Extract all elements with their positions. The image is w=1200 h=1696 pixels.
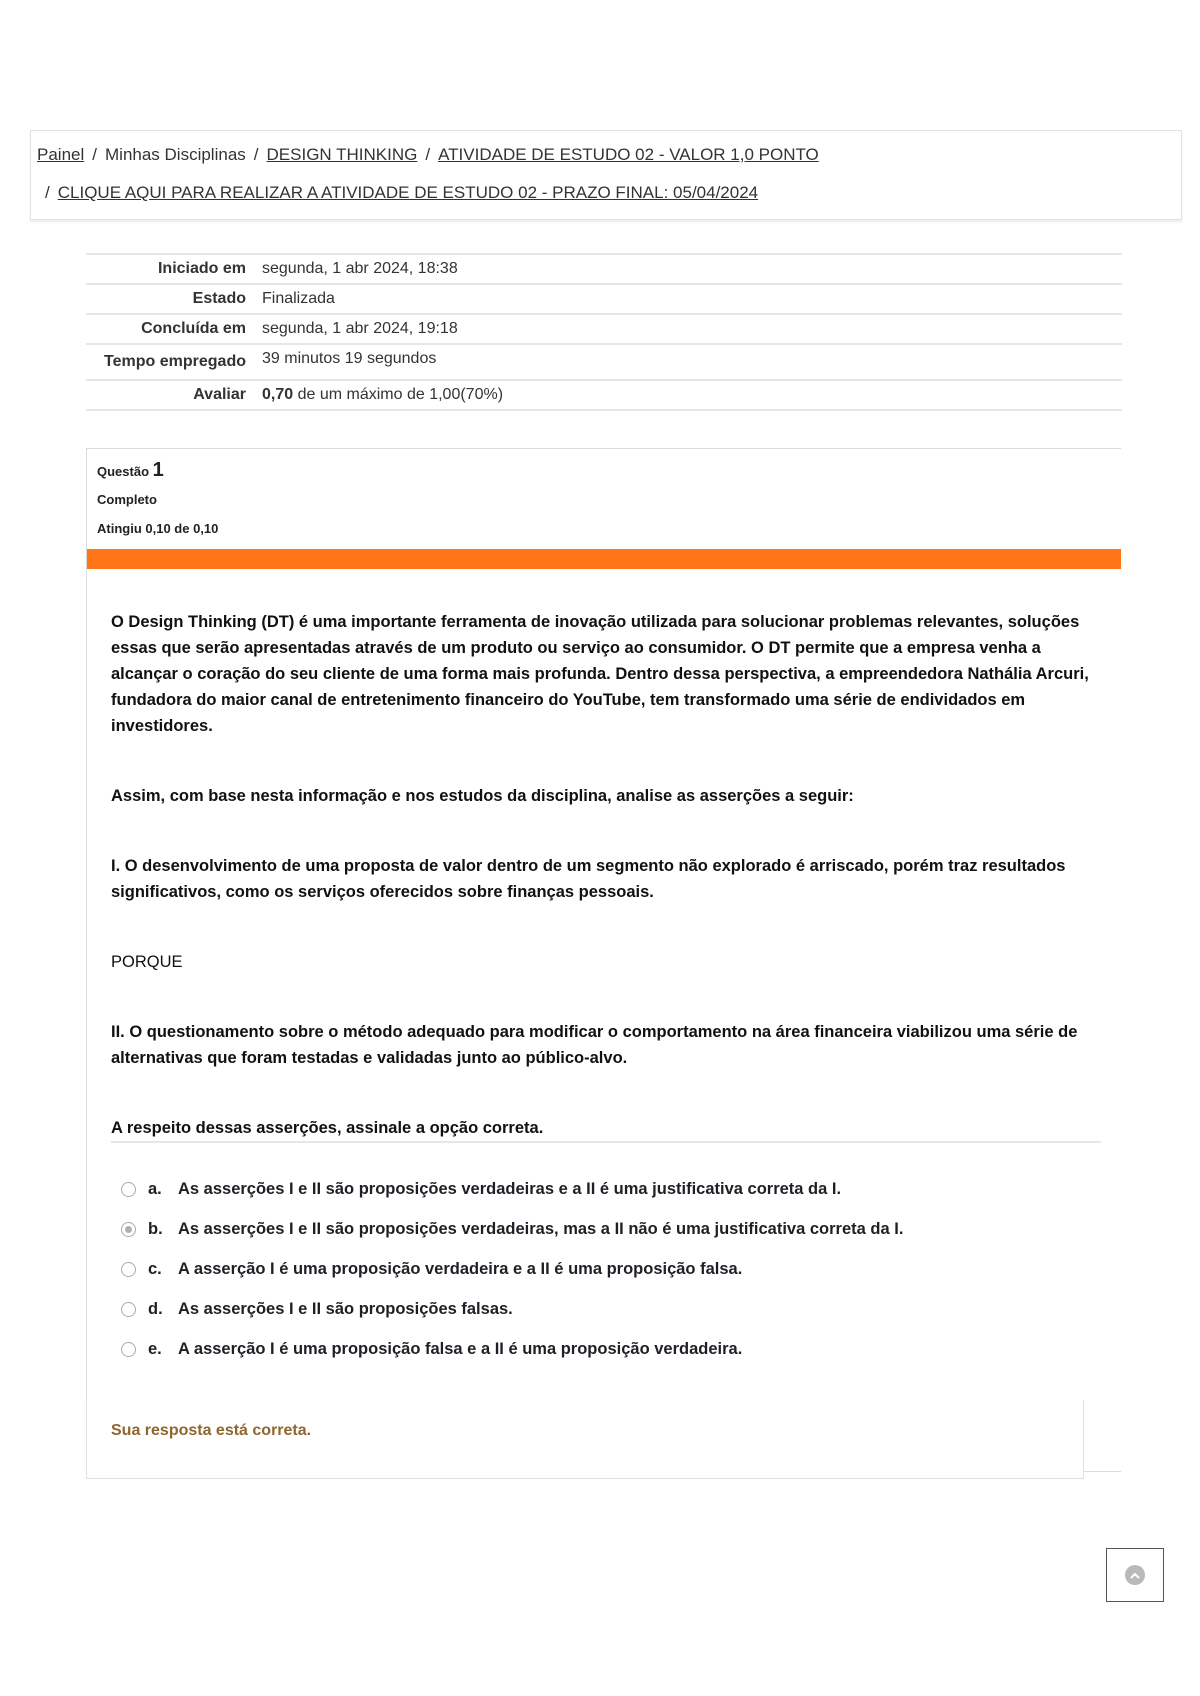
- answer-divider: [111, 1141, 1101, 1143]
- started-value: segunda, 1 abr 2024, 18:38: [262, 260, 458, 277]
- summary-row-state: [86, 284, 1122, 314]
- breadcrumb-course-link[interactable]: DESIGN THINKING: [266, 145, 418, 164]
- answer-option-c[interactable]: [121, 1249, 903, 1289]
- grade-value: [254, 380, 1122, 410]
- answer-list: [121, 1169, 903, 1369]
- answer-option-e[interactable]: [121, 1329, 903, 1369]
- answer-text: As asserções I e II são proposições falsas.: [178, 1299, 513, 1318]
- answer-letter: e.: [148, 1339, 162, 1358]
- answer-letter: a.: [148, 1179, 162, 1198]
- breadcrumb-painel-link[interactable]: Painel: [37, 145, 85, 164]
- answer-text: As asserções I e II são proposições verdadeiras e a II é uma justificativa correta da I.: [178, 1179, 842, 1198]
- time-label: Tempo empregado: [104, 353, 246, 370]
- grade-label: Avaliar: [193, 386, 246, 403]
- breadcrumb-separator: /: [425, 145, 431, 164]
- breadcrumb-minhas-disciplinas: Minhas Disciplinas: [105, 145, 246, 164]
- answer-option-a[interactable]: [121, 1169, 903, 1209]
- grade-score: 0,70: [262, 386, 294, 403]
- answer-letter: b.: [148, 1219, 163, 1238]
- breadcrumb-activity-link[interactable]: ATIVIDADE DE ESTUDO 02 - VALOR 1,0 PONTO: [438, 145, 819, 164]
- question-card: [86, 448, 1121, 1472]
- question-paragraph: I. O desenvolvimento de uma proposta de valor dentro de um segmento não explorado é arriscado, porém traz resultados significativos, como os serviços oferecidos sobre finanças pessoais.: [111, 857, 1066, 901]
- question-state: Completo: [97, 492, 157, 507]
- summary-row-completed: [86, 314, 1122, 344]
- question-info: [97, 459, 218, 536]
- feedback-box: [86, 1400, 1084, 1479]
- breadcrumb: [30, 130, 1182, 220]
- answer-letter: d.: [148, 1299, 163, 1318]
- time-value: 39 minutos 19 segundos: [262, 350, 437, 367]
- answer-text: As asserções I e II são proposições verdadeiras, mas a II não é uma justificativa correta da I.: [178, 1219, 904, 1238]
- answer-option-d[interactable]: [121, 1289, 903, 1329]
- breadcrumb-line-2: [45, 183, 758, 203]
- breadcrumb-separator: /: [45, 183, 50, 202]
- question-number-row: [97, 459, 218, 482]
- answer-letter: c.: [148, 1259, 162, 1278]
- breadcrumb-separator: /: [92, 145, 97, 164]
- summary-row-grade: [86, 380, 1122, 410]
- question-paragraph: O Design Thinking (DT) é uma importante ferramenta de inovação utilizada para solucionar problemas relevantes, soluções essas que serão apresentadas através de um produto ou serviço ao consumidor. O DT permite que a empresa venha a alcançar o coração do seu cliente de uma forma mais profunda. Dentro dessa perspectiva, a empreendedora Nathália Arcuri, fundadora do maior canal de entretenimento financeiro do YouTube, tem transformado uma série de endividados em investidores.: [111, 613, 1089, 735]
- completed-label: Concluída em: [141, 320, 246, 337]
- summary-row-started: [86, 254, 1122, 284]
- answer-text: A asserção I é uma proposição falsa e a II é uma proposição verdadeira.: [178, 1339, 743, 1358]
- question-paragraph: A respeito dessas asserções, assinale a opção correta.: [111, 1119, 544, 1137]
- question-text: [111, 609, 1101, 1185]
- summary-row-time: [86, 344, 1122, 380]
- feedback-text: Sua resposta está correta.: [111, 1422, 312, 1439]
- question-paragraph: PORQUE: [111, 953, 183, 971]
- chevron-up-icon: [1125, 1565, 1145, 1585]
- radio-button-selected[interactable]: [121, 1222, 136, 1237]
- started-label: Iniciado em: [157, 260, 246, 277]
- question-number: 1: [152, 459, 164, 481]
- radio-dot: [125, 1226, 132, 1233]
- question-label: Questão: [97, 464, 150, 479]
- breadcrumb-separator: /: [253, 145, 259, 164]
- answer-text: A asserção I é uma proposição verdadeira e a II é uma proposição falsa.: [178, 1259, 743, 1278]
- scroll-to-top-button[interactable]: [1106, 1548, 1164, 1602]
- grade-rest: de um máximo de 1,00(70%): [293, 386, 504, 403]
- breadcrumb-quiz-link[interactable]: CLIQUE AQUI PARA REALIZAR A ATIVIDADE DE ESTUDO 02 - PRAZO FINAL: 05/04/2024: [57, 183, 759, 202]
- question-paragraph: II. O questionamento sobre o método adequado para modificar o comportamento na área financeira viabilizou uma série de alternativas que foram testadas e validadas junto ao público-alvo.: [111, 1023, 1078, 1067]
- completed-value: segunda, 1 abr 2024, 19:18: [262, 320, 458, 337]
- radio-button[interactable]: [121, 1302, 136, 1317]
- radio-button[interactable]: [121, 1342, 136, 1357]
- question-paragraph: Assim, com base nesta informação e nos estudos da disciplina, analise as asserções a seguir:: [111, 787, 854, 805]
- question-accent-bar: [87, 549, 1121, 569]
- attempt-summary-table: [86, 253, 1122, 411]
- breadcrumb-line-1: [37, 145, 819, 165]
- answer-option-b[interactable]: [121, 1209, 903, 1249]
- radio-button[interactable]: [121, 1182, 136, 1197]
- state-label: Estado: [192, 290, 246, 307]
- radio-button[interactable]: [121, 1262, 136, 1277]
- question-grade: Atingiu 0,10 de 0,10: [97, 521, 219, 536]
- state-value: Finalizada: [262, 290, 335, 307]
